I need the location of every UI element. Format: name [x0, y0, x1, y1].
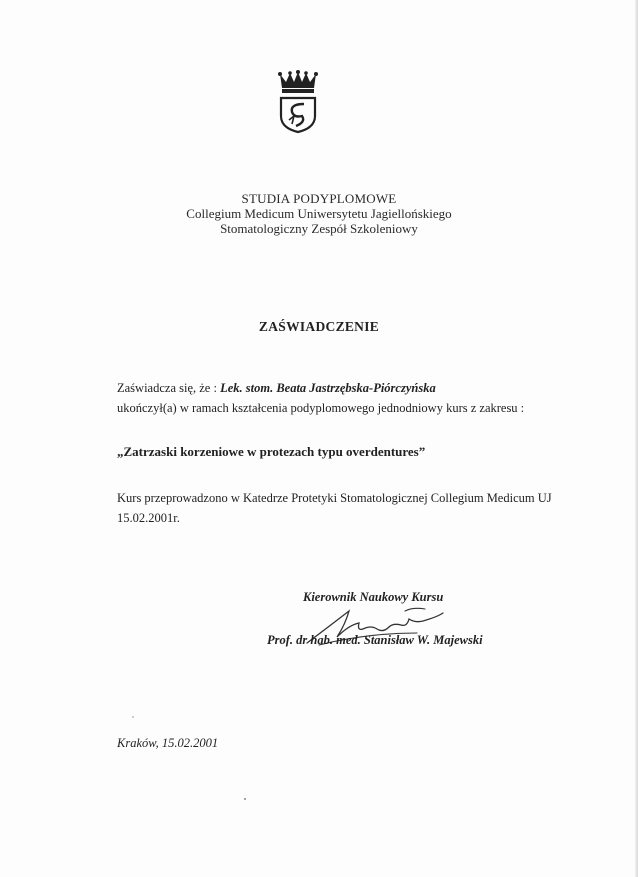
signature-role: Kierownik Naukowy Kursu [303, 590, 444, 604]
body-line-4: Kurs przeprowadzono w Katedrze Protetyki Stomatologicznej Collegium Medicum UJ [117, 491, 552, 505]
body-line-1 [117, 380, 436, 396]
body-line-5: 15.02.2001r. [117, 511, 180, 525]
body-line-1-prefix: Zaświadcza się, że : [117, 381, 221, 395]
recipient-name: Lek. stom. Beata Jastrzębska-Piórczyńska [220, 381, 436, 395]
header-line-3: Stomatologiczny Zespół Szkoleniowy [220, 221, 418, 236]
handwritten-signature [297, 603, 447, 658]
document-title: ZAŚWIADCZENIE [258, 319, 380, 334]
header-line-2: Collegium Medicum Uniwersytetu Jagiellońskiego [186, 206, 452, 221]
course-title: „Zatrzaski korzeniowe w protezach typu overdentures” [117, 444, 426, 459]
place-and-date: Kraków, 15.02.2001 [117, 736, 219, 750]
header-line-1: STUDIA PODYPLOMOWE [241, 191, 397, 206]
body-line-2: ukończył(a) w ramach kształcenia podyplomowego jednodniowy kurs z zakresu : [117, 401, 525, 415]
scan-speck [132, 716, 134, 718]
scan-speck [244, 798, 246, 800]
krakow-crest-logo [276, 70, 320, 134]
signatory-name: Prof. dr hab. med. Stanisław W. Majewski [267, 633, 483, 647]
